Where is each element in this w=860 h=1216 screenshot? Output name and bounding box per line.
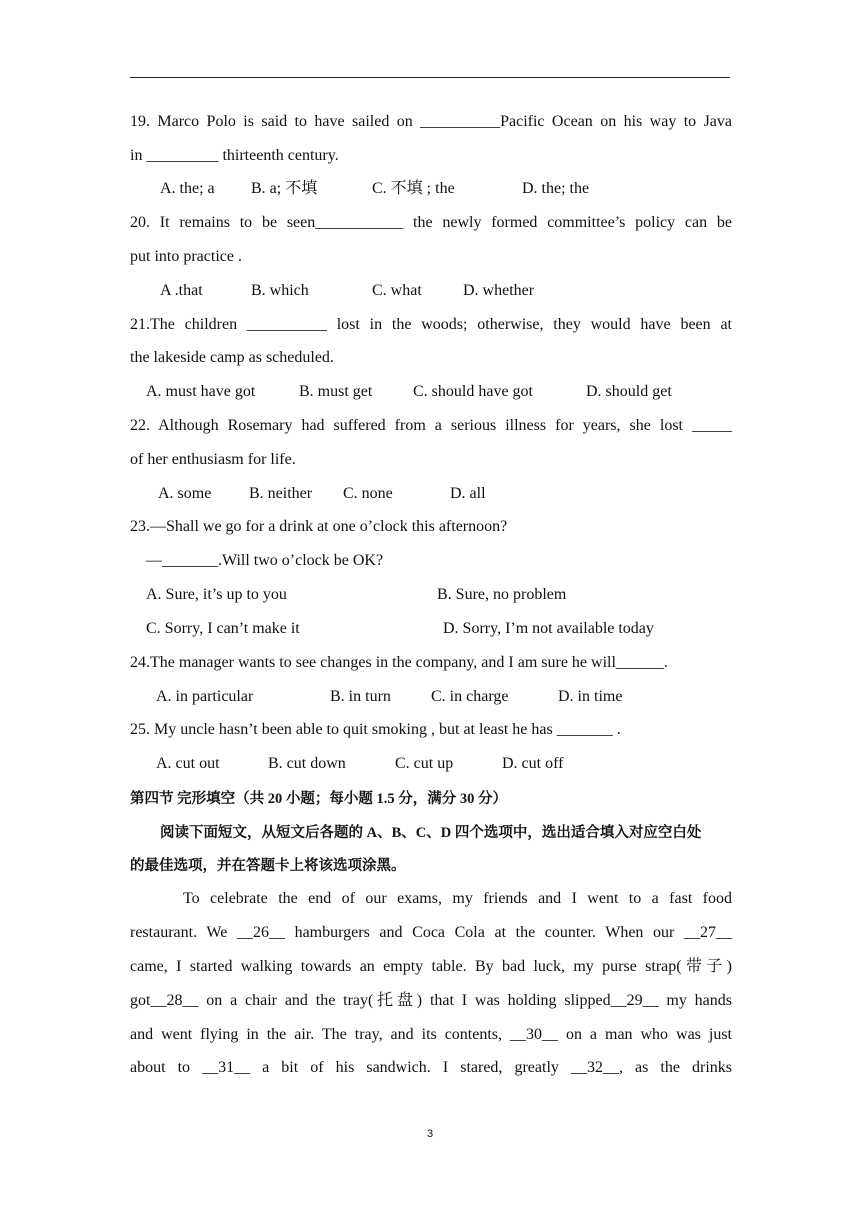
question-19-line-1: 19. Marco Polo is said to have sailed on __________Pacific Ocean on his way to Java [130, 113, 732, 130]
question-22-option-c: C. none [343, 485, 393, 502]
question-25-option-d: D. cut off [502, 755, 564, 772]
question-25-option-b: B. cut down [268, 755, 346, 772]
section-instruction-line-1: 阅读下面短文，从短文后各题的 A、B、C、D 四个选项中，选出适合填入对应空白处 [160, 825, 702, 841]
question-20-option-c: C. what [372, 282, 422, 299]
question-24-option-d: D. in time [558, 688, 623, 705]
passage-line-1: To celebrate the end of our exams, my friends and I went to a fast food [183, 890, 732, 907]
question-19-line-2: in _________ thirteenth century. [130, 147, 339, 164]
question-21-line-1: 21.The children __________ lost in the woods; otherwise, they would have been at [130, 316, 732, 333]
question-20-option-d: D. whether [463, 282, 535, 299]
question-20-option-a: A .that [160, 282, 203, 299]
question-24-option-b: B. in turn [330, 688, 391, 705]
passage-line-2: restaurant. We __26__ hamburgers and Coca Cola at the counter. When our __27__ [130, 924, 732, 941]
question-22-option-d: D. all [450, 485, 486, 502]
question-25-line-1: 25. My uncle hasn’t been able to quit smoking , but at least he has _______ . [130, 721, 621, 738]
question-23-option-d: D. Sorry, I’m not available today [443, 620, 654, 637]
question-24-line-1: 24.The manager wants to see changes in the company, and I am sure he will______. [130, 654, 668, 671]
question-21-option-b: B. must get [299, 383, 373, 400]
question-21-option-d: D. should get [586, 383, 672, 400]
question-22-option-b: B. neither [249, 485, 313, 502]
question-19-option-a: A. the; a [160, 180, 215, 197]
question-24-option-c: C. in charge [431, 688, 509, 705]
question-20-option-b: B. which [251, 282, 309, 299]
question-21-option-c: C. should have got [413, 383, 533, 400]
question-23-option-b: B. Sure, no problem [437, 586, 567, 603]
question-21-line-2: the lakeside camp as scheduled. [130, 349, 334, 366]
question-24-option-a: A. in particular [156, 688, 254, 705]
question-20-line-2: put into practice . [130, 248, 242, 265]
question-23-option-a: A. Sure, it’s up to you [146, 586, 287, 603]
passage-line-5: and went flying in the air. The tray, and its contents, __30__ on a man who was just [130, 1026, 732, 1043]
question-21-option-a: A. must have got [146, 383, 256, 400]
question-19-option-c: C. 不填 ; the [372, 180, 455, 197]
question-23-option-c: C. Sorry, I can’t make it [146, 620, 300, 637]
passage-line-4: got__28__ on a chair and the tray(托盘) that I was holding slipped__29__ my hands [130, 992, 732, 1009]
question-23-line-1: 23.—Shall we go for a drink at one o’clock this afternoon? [130, 518, 508, 535]
section-instruction-line-2: 的最佳选项，并在答题卡上将该选项涂黑。 [130, 858, 406, 874]
passage-line-6: about to __31__ a bit of his sandwich. I stared, greatly __32__, as the drinks [130, 1059, 732, 1076]
question-25-option-a: A. cut out [156, 755, 220, 772]
question-22-line-2: of her enthusiasm for life. [130, 451, 296, 468]
passage-line-3: came, I started walking towards an empty table. By bad luck, my purse strap(带子) [130, 958, 732, 975]
question-22-option-a: A. some [158, 485, 212, 502]
question-20-line-1: 20. It remains to be seen___________ the newly formed committee’s policy can be [130, 214, 732, 231]
question-19-option-d: D. the; the [522, 180, 590, 197]
page-number: 3 [426, 1128, 434, 1140]
section-heading: 第四节 完形填空（共 20 小题；每小题 1.5 分，满分 30 分） [130, 791, 507, 807]
question-23-line-2: —_______.Will two o’clock be OK? [146, 552, 384, 569]
question-22-line-1: 22. Although Rosemary had suffered from a serious illness for years, she lost _____ [130, 417, 732, 434]
question-19-option-b: B. a; 不填 [251, 180, 318, 197]
question-25-option-c: C. cut up [395, 755, 454, 772]
header-rule [130, 77, 730, 78]
